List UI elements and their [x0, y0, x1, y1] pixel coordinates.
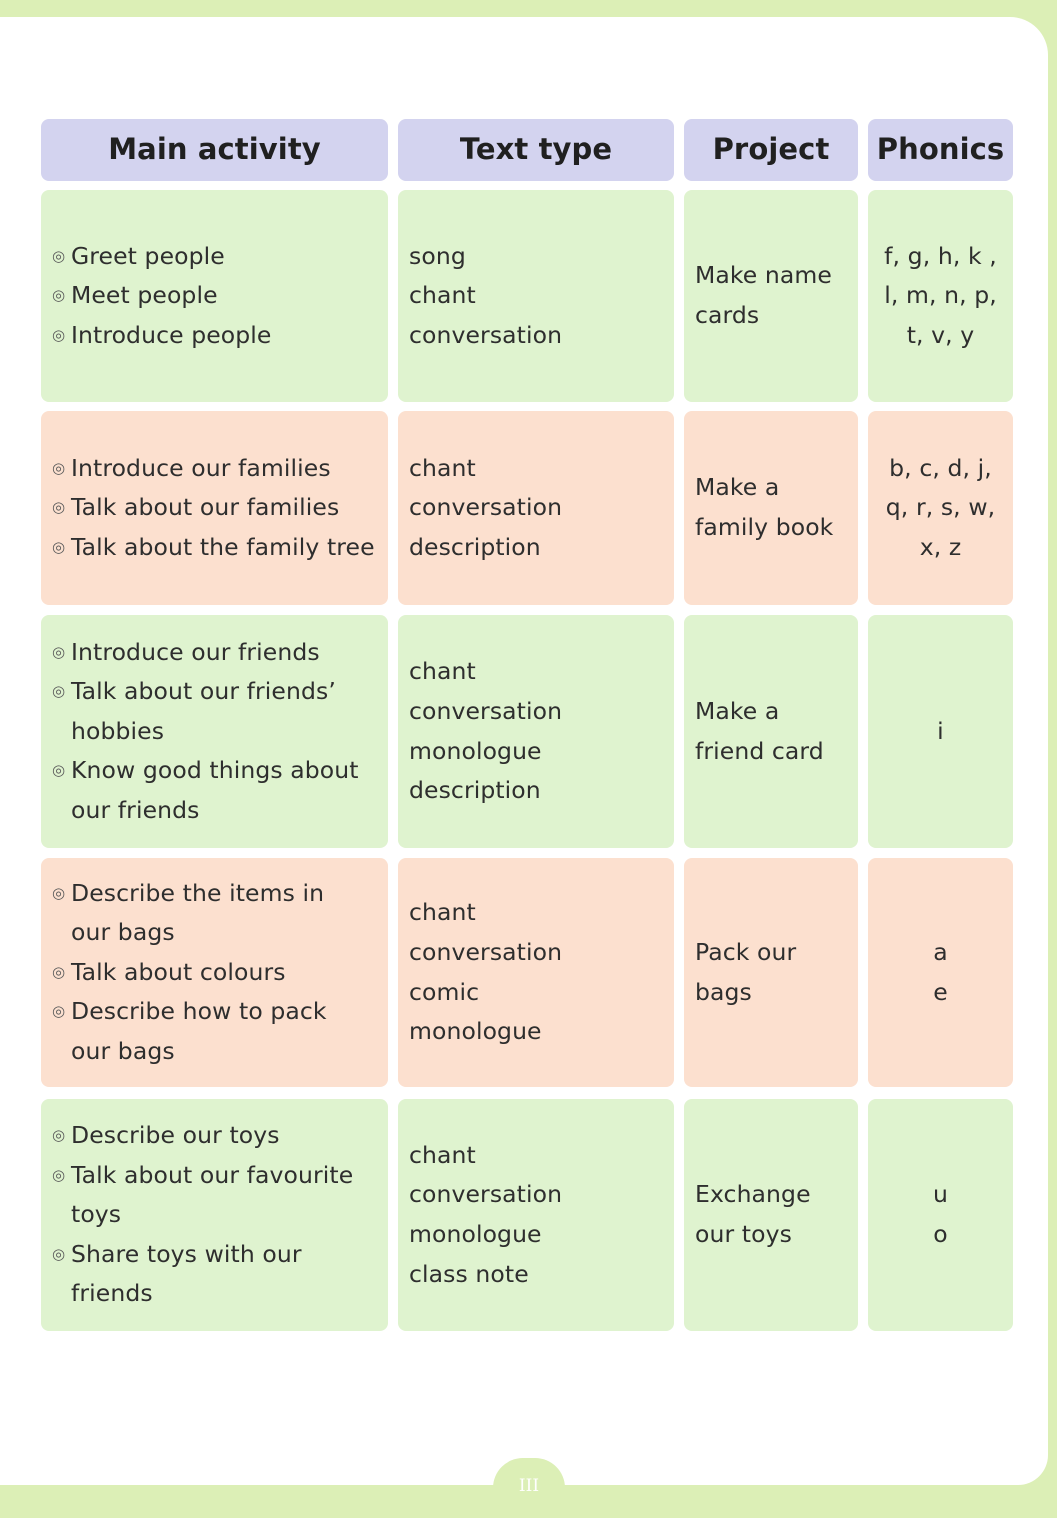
bullet-icon: ◎ [52, 642, 66, 661]
row-3-text-types [398, 615, 674, 848]
bullet-icon: ◎ [52, 537, 66, 556]
activity-item [52, 488, 388, 528]
phonics-line: a [933, 937, 948, 966]
bullet-icon: ◎ [52, 246, 66, 265]
phonics-line: i [937, 716, 944, 745]
activity-text: Talk about our friends’ hobbies [71, 677, 336, 745]
project-text: Make name cards [695, 261, 832, 329]
activity-item [52, 449, 388, 489]
activity-text: Introduce people [71, 320, 272, 349]
text-type-item: song [409, 241, 466, 270]
row-4-project [684, 858, 858, 1087]
text-type-item: conversation [409, 320, 563, 349]
bullet-icon: ◎ [52, 883, 66, 902]
project-text: Pack our bags [695, 937, 797, 1006]
row-5-text-types [398, 1099, 674, 1331]
row-1-activities [41, 190, 388, 402]
bullet-icon: ◎ [52, 1165, 66, 1184]
bullet-icon: ◎ [52, 458, 66, 477]
bullet-icon: ◎ [52, 962, 66, 981]
row-4-phonics [868, 858, 1013, 1087]
text-type-item: description [409, 532, 541, 561]
activity-item [52, 874, 360, 953]
bullet-icon: ◎ [52, 761, 66, 780]
header-phonics [868, 119, 1013, 181]
activity-text: Share toys with our friends [71, 1239, 302, 1308]
row-5-project [684, 1099, 858, 1331]
text-type-item: conversation [409, 1180, 563, 1209]
page-number-label: III [518, 1476, 540, 1496]
row-4-text-types [398, 858, 674, 1087]
phonics-line: b, c, d, j, [889, 453, 992, 482]
phonics-line: o [933, 1220, 948, 1248]
header-text-type-label: Text type [459, 132, 613, 167]
text-type-item: chant [409, 1140, 476, 1169]
row-5-activities [41, 1099, 388, 1331]
text-type-item: conversation [409, 696, 563, 725]
activity-item [52, 1156, 384, 1235]
activity-text: Introduce our friends [71, 637, 320, 666]
activity-text: Describe the items in our bags [71, 878, 325, 947]
activity-item [52, 1116, 384, 1156]
phonics-line: l, m, n, p, [884, 281, 997, 310]
activity-item [52, 276, 388, 316]
row-2-project [684, 411, 858, 605]
text-type-item: description [409, 776, 541, 805]
activity-item [52, 1235, 384, 1314]
bullet-icon: ◎ [52, 1002, 66, 1021]
activity-text: Know good things about our friends [71, 756, 359, 824]
bullet-icon: ◎ [52, 325, 66, 344]
text-type-item: monologue [409, 1017, 542, 1046]
activity-item [52, 953, 360, 993]
phonics-line: q, r, s, w, [885, 493, 996, 522]
row-2-activities [41, 411, 388, 605]
project-text: Make a family book [695, 473, 834, 541]
activity-text: Describe our toys [71, 1121, 280, 1150]
row-3-activities [41, 615, 388, 848]
activity-item [52, 992, 360, 1071]
row-1-text-types [398, 190, 674, 402]
activity-text: Talk about the family tree [71, 532, 375, 561]
bullet-icon: ◎ [52, 498, 66, 517]
activity-item [52, 672, 360, 751]
row-2-text-types [398, 411, 674, 605]
text-type-item: chant [409, 898, 476, 927]
phonics-line: f, g, h, k , [884, 241, 997, 270]
page-number [493, 1458, 565, 1518]
row-3-project [684, 615, 858, 848]
text-type-item: chant [409, 281, 476, 310]
bullet-icon: ◎ [52, 1126, 66, 1145]
bullet-icon: ◎ [52, 682, 66, 701]
activity-text: Greet people [71, 241, 225, 270]
activity-text: Talk about our favourite toys [71, 1160, 354, 1229]
activity-text: Describe how to pack our bags [71, 997, 327, 1065]
phonics-line: t, v, y [906, 320, 975, 349]
header-main-activity-label: Main activity [108, 132, 321, 167]
header-text-type [398, 119, 674, 181]
header-project-label: Project [712, 132, 830, 167]
text-type-item: conversation [409, 937, 563, 966]
project-text: Exchange our toys [695, 1180, 811, 1248]
header-project [684, 119, 858, 181]
activity-item [52, 528, 388, 568]
row-2-phonics [868, 411, 1013, 605]
phonics-line: u [933, 1180, 948, 1209]
row-1-project [684, 190, 858, 402]
text-type-item: monologue [409, 1220, 542, 1248]
text-type-item: class note [409, 1259, 529, 1288]
row-1-phonics [868, 190, 1013, 402]
activity-item [52, 751, 360, 830]
header-main-activity [41, 119, 388, 181]
row-5-phonics [868, 1099, 1013, 1331]
project-text: Make a friend card [695, 696, 824, 765]
bullet-icon: ◎ [52, 1244, 66, 1263]
activity-text: Meet people [71, 281, 218, 310]
phonics-line: x, z [919, 532, 962, 561]
text-type-item: comic [409, 977, 480, 1006]
activity-text: Talk about colours [71, 957, 286, 986]
row-3-phonics [868, 615, 1013, 848]
bullet-icon: ◎ [52, 286, 66, 305]
activity-text: Introduce our families [71, 453, 331, 482]
row-4-activities [41, 858, 388, 1087]
header-phonics-label: Phonics [876, 132, 1005, 167]
text-type-item: conversation [409, 493, 563, 522]
text-type-item: monologue [409, 736, 542, 765]
activity-text: Talk about our families [71, 493, 340, 522]
text-type-item: chant [409, 657, 476, 686]
text-type-item: chant [409, 453, 476, 482]
activity-item [52, 633, 360, 673]
phonics-line: e [933, 977, 948, 1006]
activity-item [52, 316, 388, 356]
activity-item [52, 237, 388, 277]
